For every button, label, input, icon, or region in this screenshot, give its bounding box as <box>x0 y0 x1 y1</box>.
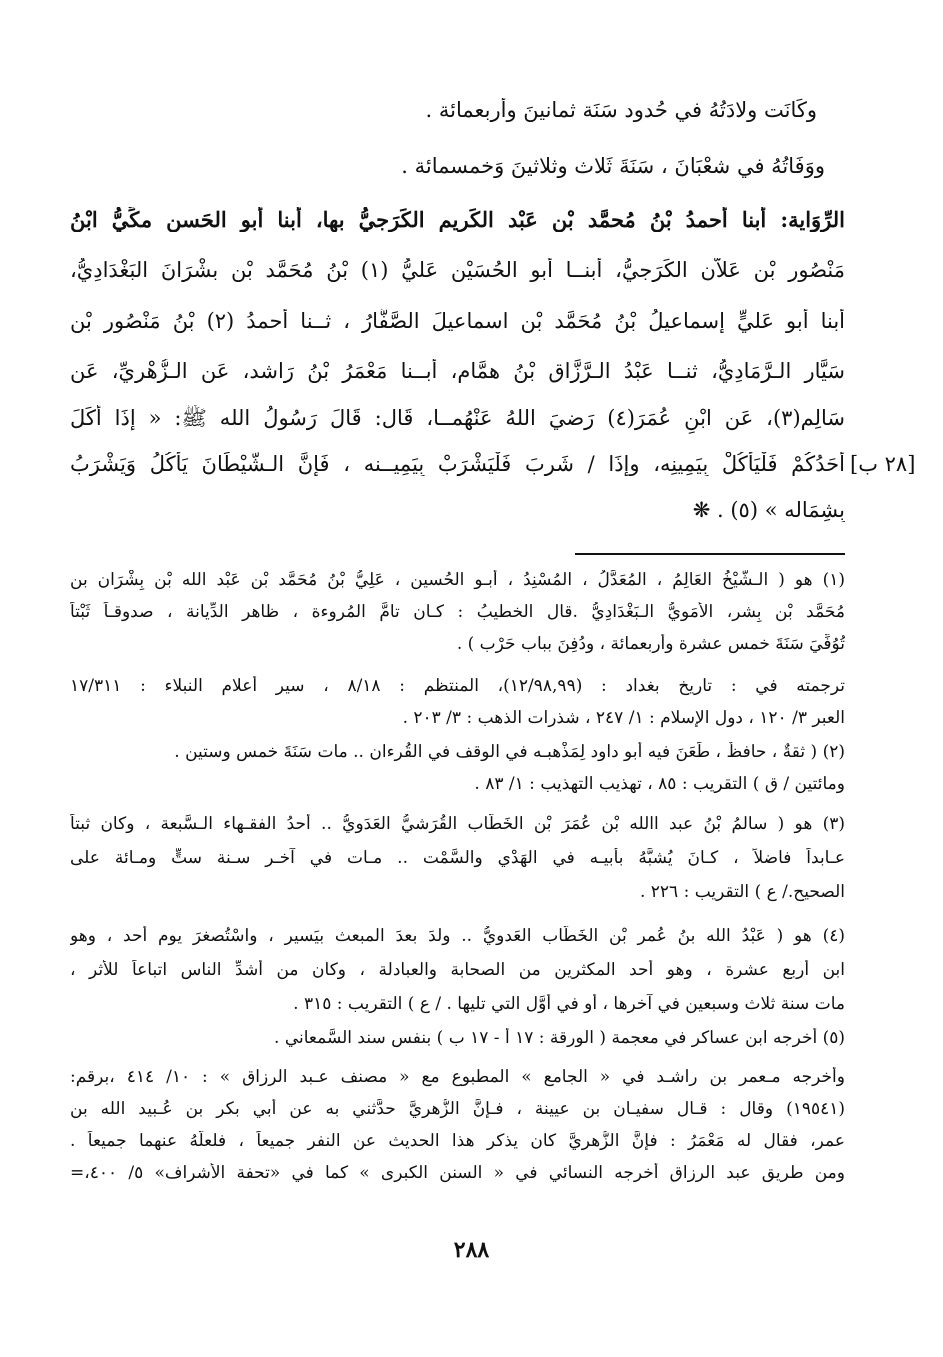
footnote-separator <box>575 553 845 555</box>
main-line-9: بِشِمَاله » (٥) . ❋ <box>692 498 845 522</box>
footnote-2-line-2: ومائتين / ق ) التقريب : ٨٥ ، تهذيب التهذيب : ١/ ٨٣ . <box>474 774 845 794</box>
footnote-5-line-5: ومن طريق عبد الرزاق أخرجه النسائي في « السنن الكبرى » كما في «تحفة الأشراف» ٥/ ٤٠٠،= <box>70 1163 845 1183</box>
footnote-4-line-3: مات سنة ثلاث وسبعين في آخرها ، أو في أوَّل التي تليها . / ع ) التقريب : ٣١٥ . <box>293 994 845 1014</box>
main-line-5: أبنا أبو عَليٍّ إسماعيلُ بْنُ مُحَمَّد بْنِ اسماعيلَ الصَّفَّارُ ، ثــنا أحمدُ (٢) بْنُ مَنْصُور بْن <box>70 309 845 333</box>
footnote-5-line-3: (١٩٥٤١) وقال : قـال سفيـان بن عيينة ، فـإنَّ الزُّهريَّ حدَّثني به عن أبي بكر بن عُـبيد الله بن <box>70 1099 845 1119</box>
footnote-3-line-2: عـابداً فاضلاً ، كـانَ يُشبَّهُ بأبيـه في الهَدْيِ والسَّمْت .. مـات في آخـر سـنة ستٍّ ومـائة على <box>70 848 845 868</box>
footnote-5-line-1: (٥) أخرجه ابن عساكر في معجمة ( الورقة : ١٧ أ - ١٧ ب ) بنفس سند السَّمعاني . <box>274 1028 845 1048</box>
main-line-4: مَنْصُور بْنِ عَلاَّن الكَرَجيُّ، أبنــا أبو الحُسَيْن عَليُّ (١) بْنُ مُحَمَّد بْن بشْرَانَ البَغْدَادِيُّ، <box>70 258 845 282</box>
footnote-1-line-2: مُحَمَّد بْن بِشر، الأُمَويُّ الـبَغْدَادِيُّ .قال الخطيبُ : كـان تامَّ المُروءة ، ظاهر الدِّيانة ، صدوقـاً ثَبْتاً <box>70 602 845 622</box>
margin-folio-reference: [٢٨ ب] <box>850 452 916 476</box>
footnote-4-line-2: ابن أربع عشرة ، وهو أحد المكثرين من الصحابة والعبادلة ، وكان من أشدِّ الناس اتباعاً للأثر ، <box>70 960 845 980</box>
footnote-4-line-1: (٤) هو ( عَبْدُ الله بنُ عُمر بْن الخَطَّاب العَدويُّ .. ولدَ بعدَ المبعث بيَسير ، واسْتُصغرَ يوم أحد ، وهو <box>70 926 845 946</box>
main-line-8: أحَدُكُمْ فَلْيَأكُلْ بِيَمِينِه، وإذَا / شَرِبَ فَلْيَشْرَبْ بِيَمِيــنه ، فَإنَّ الـشَّيْطَانَ يَأكُلُ وَيَشْرَبُ <box>70 452 845 476</box>
footnote-5-line-2: وأخرجه مـعمر بن راشـد في « الجامع » المطبوع مع « مصنف عـبد الرزاق » : ١٠/ ٤١٤ ،برقم: <box>70 1067 845 1087</box>
footnote-1-line-3: تُوُفِّيَ سَنَةَ خمس عشرة وأربعمائة ، ودُفِنَ بباب حَرْب ) . <box>456 634 845 654</box>
footnote-1-line-1: (١) هو ( الـشَّيْخُ العَالِمُ ، المُعَدَّلُ ، المُسْنِدُ ، أبـو الحُسين ، عَلِيُّ بْنُ مُحَمَّد بْن عَبْد الله بْن بِشْرَان بن <box>70 570 845 590</box>
main-line-riwaya: الرِّوَاية: أبنا أحمدُ بْنُ مُحمَّد بْنِ عَبْد الكَريم الكَرَجيُّ بها، أبنا أبو الحَسن مكِّيُّ ابْنُ <box>70 207 845 232</box>
main-line-7: سَالِم(٣)، عَن ابْنِ عُمَرَ(٤) رَضيَ اللهُ عَنْهُمــا، قَال: قَالَ رَسُولُ الله ﷺ: « إذَا أكَلَ <box>70 406 845 430</box>
main-line-6: سَيَّار الـرَّمَادِيُّ، ثنــا عَبْدُ الـرَّزَّاق بْنُ همَّام، أبــنا مَعْمَرُ بْنُ رَاشد، عَن الـزُّهْرِيِّ، عَن <box>70 359 845 383</box>
footnote-5-line-4: عمر، فقال له مَعْمَرُ : فإنَّ الزُّهريَّ كان يذكر هذا الحديث عن النفر جميعاً ، فلعلَّهُ عنهما جميعاً . <box>70 1131 845 1151</box>
footnote-1-line-5: العبر ٣/ ١٢٠ ، دول الإسلام : ١/ ٢٤٧ ، شذرات الذهب : ٣/ ٢٠٣ . <box>402 708 845 728</box>
footnote-1-line-4: ترجمته في : تاريخ بغداد : (١٢/٩٨,٩٩)، المنتظم : ٨/١٨ ، سير أعلام النبلاء : ١٧/٣١١ <box>70 676 845 696</box>
main-line-death: ووَفَاتُهُ في شعْبَانَ ، سَنَةَ ثَلاث وثلاثينَ وَخمسمائة . <box>401 154 825 178</box>
footnote-2-line-1: (٢) ( ثقةٌ ، حافظٌ ، طَعَنَ فيه أبو داود لِمَذْهبـه في الوقف في القُرءان .. مات سَنَةَ خمسٍ وستين . <box>174 742 845 762</box>
main-line-birth: وكَانَت ولادَتُهُ في حُدود سَنَة ثمانينَ وأربعمائة . <box>425 98 817 122</box>
footnote-3-line-1: (٣) هو ( سالمُ بْنُ عبد االله بْن عُمَرَ بْن الخَطَّاب القُرَشيُّ العَدَويُّ .. أحدُ الفقـهاء الـسَّبعة ، وكان ثبتاً <box>70 814 845 834</box>
footnote-3-line-3: الصحيح./ ع ) التقريب : ٢٢٦ . <box>639 882 845 902</box>
page-number: ٢٨٨ <box>453 1237 490 1263</box>
